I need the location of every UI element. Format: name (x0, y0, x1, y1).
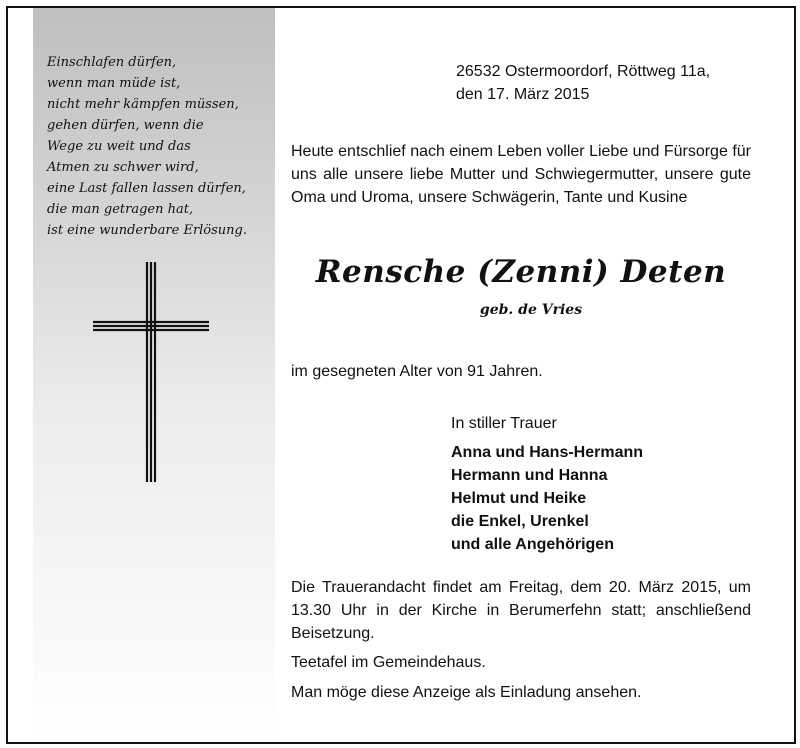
mourner-name: Hermann und Hanna (451, 467, 608, 484)
service-text: Die Trauerandacht findet am Freitag, dem 20. März 2015, um 13.30 Uhr in der Kirche in Berumerfehn statt; anschließend Beisetzung. (291, 579, 751, 642)
poem-line: eine Last fallen lassen dürfen, (47, 181, 246, 196)
poem (47, 52, 271, 241)
address-line: 26532 Ostermoordorf, Röttweg 11a, (456, 63, 711, 80)
poem-line: wenn man müde ist, (47, 76, 181, 91)
sidebar-panel (33, 8, 275, 742)
age-text: im gesegneten Alter von 91 Jahren. (291, 363, 543, 380)
maiden-name: geb. de Vries (479, 302, 583, 318)
mourner-name: und alle Angehörigen (451, 536, 614, 553)
mourners-block (451, 412, 751, 556)
poem-line: Atmen zu schwer wird, (47, 160, 199, 175)
deceased-name: Rensche (Zenni) Deten (315, 254, 727, 290)
date-line: den 17. März 2015 (456, 86, 590, 103)
cross-icon (93, 262, 209, 482)
address-block (456, 60, 756, 106)
obituary-frame (6, 6, 796, 744)
mourner-name: Anna und Hans-Hermann (451, 444, 644, 461)
mourner-name: die Enkel, Urenkel (451, 513, 589, 530)
mourner-name: Helmut und Heike (451, 490, 587, 507)
poem-line: Wege zu weit und das (47, 139, 191, 154)
poem-line: nicht mehr kämpfen müssen, (47, 97, 239, 112)
mourners-label: In stiller Trauer (451, 415, 557, 432)
poem-line: ist eine wunderbare Erlösung. (47, 223, 248, 238)
poem-line: Einschlafen dürfen, (47, 55, 177, 70)
poem-line: gehen dürfen, wenn die (47, 118, 204, 133)
invitation-text: Man möge diese Anzeige als Einladung ansehen. (291, 684, 642, 701)
intro-text: Heute entschlief nach einem Leben voller Liebe und Fürsorge für uns alle unsere liebe Mutter und Schwiegermutter, unsere gute Oma und Uroma, unsere Schwägerin, Tante und Kusine (291, 143, 751, 206)
tea-text: Teetafel im Gemeindehaus. (291, 654, 486, 671)
poem-line: die man getragen hat, (47, 202, 194, 217)
